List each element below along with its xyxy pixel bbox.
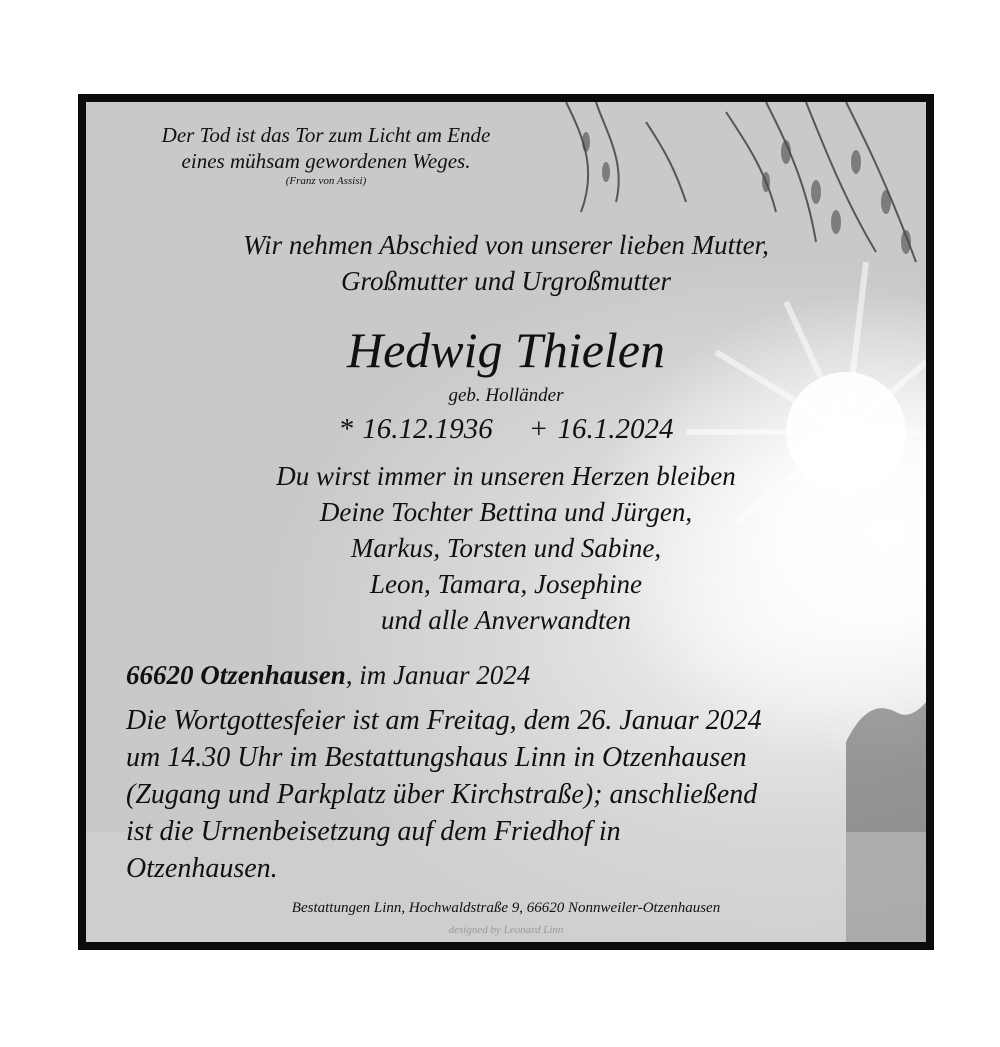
designer-credit: designed by Leonard Linn [448, 924, 564, 936]
place-date: , im Januar 2024 [345, 660, 531, 690]
mourners-line: Markus, Torsten und Sabine, [350, 533, 662, 563]
place-name: 66620 Otzenhausen [126, 660, 346, 690]
service-line: ist die Urnenbeisetzung auf dem Friedhof in [126, 816, 621, 847]
service-details [126, 702, 916, 887]
birth-date: * 16.12.1936 [338, 413, 493, 445]
service-line: (Zugang und Parkplatz über Kirchstraße); anschließend [126, 779, 758, 810]
birth-name: geb. Holländer [448, 385, 564, 406]
funeral-home-footer: Bestattungen Linn, Hochwaldstraße 9, 66620 Nonnweiler-Otzenhausen [291, 900, 721, 916]
life-dates [286, 413, 726, 446]
mourners-list [186, 458, 826, 638]
obituary-card [78, 94, 934, 950]
service-line: Die Wortgottesfeier ist am Freitag, dem 26. Januar 2024 [126, 705, 762, 736]
quote-line-2: eines mühsam gewordenen Weges. [181, 149, 471, 173]
intro-text [186, 227, 826, 299]
service-line: um 14.30 Uhr im Bestattungshaus Linn in Otzenhausen [126, 742, 747, 773]
quote-line-1: Der Tod ist das Tor zum Licht am Ende [161, 123, 491, 147]
intro-line-2: Großmutter und Urgroßmutter [341, 266, 671, 296]
mourners-line: Du wirst immer in unseren Herzen bleiben [276, 461, 736, 491]
place-and-date [126, 660, 886, 691]
mourners-line: und alle Anverwandten [381, 605, 631, 635]
intro-line-1: Wir nehmen Abschied von unserer lieben Mutter, [243, 230, 769, 260]
mourners-line: Deine Tochter Bettina und Jürgen, [319, 497, 693, 527]
mourners-line: Leon, Tamara, Josephine [369, 569, 642, 599]
service-line: Otzenhausen. [126, 853, 278, 884]
quote-source: (Franz von Assisi) [285, 175, 367, 187]
notice-content [86, 102, 926, 942]
deceased-name: Hedwig Thielen [346, 322, 666, 378]
death-date: + 16.1.2024 [528, 413, 674, 445]
epigraph-quote [106, 122, 546, 174]
